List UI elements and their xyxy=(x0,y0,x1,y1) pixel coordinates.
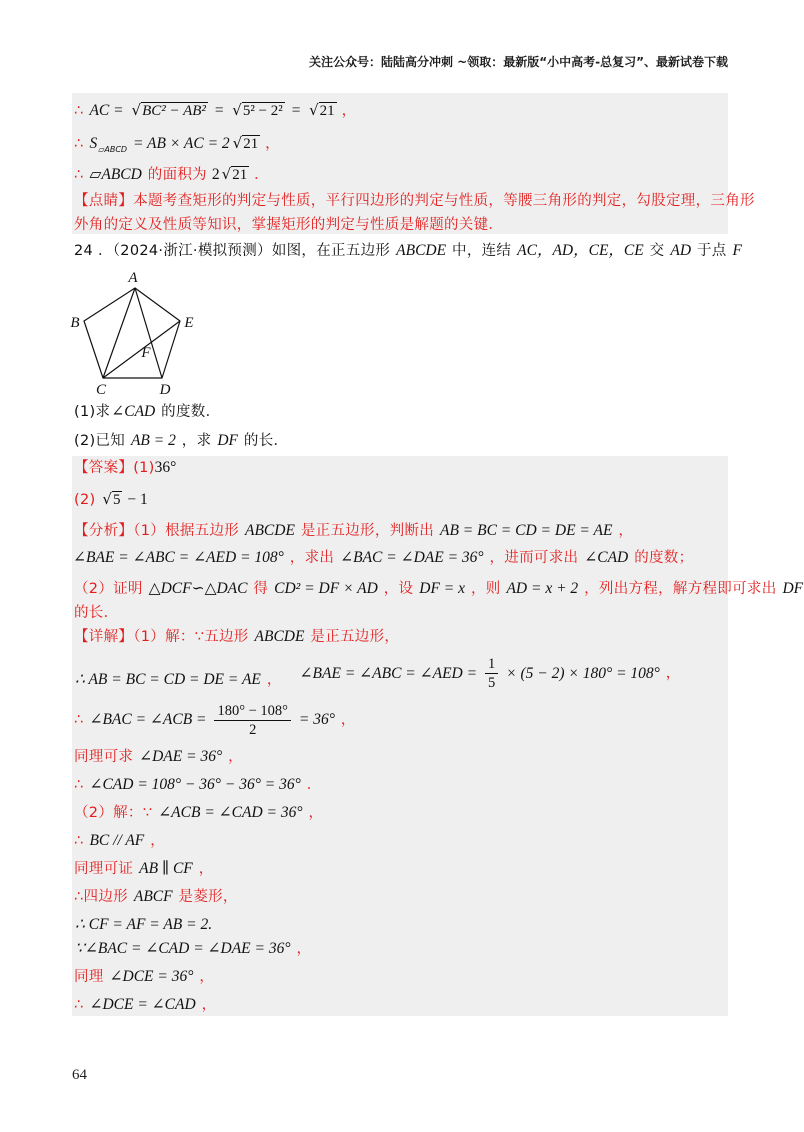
therefore-sign: ∴ xyxy=(74,136,84,152)
punctuation: ， xyxy=(341,103,357,119)
math-expr: ABCDE xyxy=(254,628,305,645)
fraction-denominator: 5 xyxy=(488,675,496,691)
subscript: ▱ABCD xyxy=(98,145,128,154)
math-expr: ∠DCE = ∠CAD xyxy=(89,996,196,1013)
question-part-1 xyxy=(74,400,220,424)
detail-line-6 xyxy=(74,801,323,825)
math-expr: F xyxy=(732,242,742,259)
detail-line-5 xyxy=(74,773,322,797)
text-run: 的度数． xyxy=(161,404,221,420)
math-expr: ABCF xyxy=(133,888,173,905)
punctuation: ， xyxy=(228,749,243,765)
math-expr: S xyxy=(89,135,98,152)
detail-line-1 xyxy=(74,625,399,649)
punctuation: ， xyxy=(201,997,217,1013)
segment-ad xyxy=(135,288,162,378)
text-run: ，进而可求出 xyxy=(489,550,579,566)
math-expr: ∠ACB = ∠CAD = 36° xyxy=(158,804,303,821)
math-expr: ∠DCE = 36° xyxy=(109,968,194,985)
math-expr: ∠CAD xyxy=(111,403,156,420)
text-run: （2）证明 xyxy=(74,581,143,597)
punctuation: ． xyxy=(306,777,322,793)
detail-line-4 xyxy=(74,745,243,769)
text-run: （2）解：∵ xyxy=(74,805,153,821)
math-expr: ABCDE xyxy=(396,242,447,259)
sqrt-sign: √ xyxy=(221,165,232,183)
therefore-sign: ∴ xyxy=(74,777,84,793)
prev-solution-line-2 xyxy=(74,131,280,155)
text-run: 的长． xyxy=(243,433,289,449)
math-expr: = xyxy=(213,102,225,119)
math-expr: ∠BAE = ∠ABC = ∠AED = 108° xyxy=(73,549,284,566)
text-run: ，列出方程，解方程即可求出 xyxy=(584,581,777,597)
detail-line-7 xyxy=(74,829,165,853)
detail-line-9 xyxy=(74,885,238,909)
text-run: 同理 xyxy=(74,969,104,985)
therefore-sign: ∴ xyxy=(74,712,84,728)
math-expr: ABCDE xyxy=(245,522,295,539)
text-run: 是正五边形，判断出 xyxy=(300,523,435,539)
math-number: 36° xyxy=(154,459,177,476)
answer-line-1 xyxy=(74,456,176,480)
page-number: 64 xyxy=(72,1067,87,1083)
math-expr: AD xyxy=(670,242,692,259)
text-run: 【分析】（1）根据五边形 xyxy=(74,523,240,539)
punctuation: ， xyxy=(296,941,312,957)
sqrt-sign: √ xyxy=(131,101,142,119)
math-expr: AB = 2 xyxy=(130,432,176,449)
math-expr: AB = BC = CD = DE = AE xyxy=(439,522,613,539)
text-run: ，求 xyxy=(181,433,212,449)
therefore-sign: ∴ xyxy=(74,833,84,849)
detail-line-3 xyxy=(74,702,356,738)
math-expr: × (5 − 2) × 180° = 108° xyxy=(506,664,660,682)
therefore-sign: ∴ xyxy=(74,167,84,183)
math-expr: CD² = DF × AD xyxy=(274,580,378,597)
analysis-line-1 xyxy=(74,519,633,543)
math-expr: = xyxy=(290,102,302,119)
math-expr: AD = x + 2 xyxy=(506,580,579,597)
text-run: 是正五边形， xyxy=(310,629,400,645)
prev-solution-line-3 xyxy=(74,162,269,186)
punctuation: ， xyxy=(665,665,681,682)
math-expr: = AB × AC = 2 xyxy=(132,135,230,152)
text-run: (1)求 xyxy=(74,404,111,420)
radicand: 5 xyxy=(112,492,121,508)
punctuation: ， xyxy=(266,671,282,688)
text-run: ，设 xyxy=(383,581,414,597)
sqrt-sign: √ xyxy=(309,101,319,119)
detail-line-10 xyxy=(74,913,213,937)
question-part-2 xyxy=(74,429,288,453)
therefore-sign: ∴ xyxy=(74,103,84,119)
radicand: BC² − AB² xyxy=(142,103,206,119)
analysis-line-4: 的长． xyxy=(74,605,119,621)
math-expr: ∠DAE = 36° xyxy=(139,748,223,765)
vertex-label-e: E xyxy=(184,315,194,331)
text-run: 交 xyxy=(649,243,665,259)
sqrt-sign: √ xyxy=(232,134,243,152)
detail-line-2 xyxy=(74,656,681,690)
text-run: ，求出 xyxy=(289,550,335,566)
text-run: 于点 xyxy=(696,243,727,259)
vertex-label-a: A xyxy=(128,270,138,286)
detail-line-11 xyxy=(74,937,311,961)
analysis-line-2 xyxy=(72,546,693,570)
math-expr: AC，AD，CE，CE xyxy=(517,242,644,259)
dianjing-line-2: 外角的定义及性质等知识，掌握矩形的判定与性质是解题的关键． xyxy=(74,217,504,233)
analysis-line-3 xyxy=(74,577,804,601)
question-stem xyxy=(74,239,743,263)
prev-solution-line-1 xyxy=(74,98,356,122)
math-expr: AB ∥ CF xyxy=(139,860,193,877)
radicand: 21 xyxy=(243,136,259,152)
answer-tag: 【答案】(1) xyxy=(74,460,155,476)
math-expr: AC = xyxy=(89,102,124,119)
pentagon-figure xyxy=(66,266,206,398)
math-expr: ∠BAC = ∠DAE = 36° xyxy=(340,549,484,566)
fraction-denominator: 2 xyxy=(249,721,257,738)
math-expr: △DCF∽△DAC xyxy=(148,580,248,597)
text-run: 24 ．（2024·浙江·模拟预测）如图，在正五边形 xyxy=(74,243,391,259)
text-run: 同理可求 xyxy=(74,749,134,765)
punctuation: ． xyxy=(254,167,269,183)
math-expr: ∠CAD xyxy=(584,549,629,566)
math-expr: ∵∠BAC = ∠CAD = ∠DAE = 36° xyxy=(75,940,291,957)
radicand: 21 xyxy=(232,167,248,183)
point-label-f: F xyxy=(141,345,151,361)
math-expr: DF xyxy=(782,580,804,597)
detail-line-13 xyxy=(74,993,216,1017)
radicand: 21 xyxy=(319,103,335,119)
math-expr: ∴ AB = BC = CD = DE = AE xyxy=(75,670,261,688)
math-number: − 1 xyxy=(127,491,148,508)
text-run: 是菱形， xyxy=(178,889,238,905)
fraction xyxy=(485,656,498,691)
punctuation: ， xyxy=(199,969,215,985)
text-run: ∴四边形 xyxy=(74,889,128,905)
radicand: 5² − 2² xyxy=(242,103,283,119)
pentagon-outline xyxy=(84,288,180,378)
answer-line-2 xyxy=(74,487,148,511)
detail-line-8 xyxy=(74,857,214,881)
math-expr: ▱ABCD xyxy=(89,166,142,183)
math-expr: = 36° xyxy=(298,711,335,728)
math-expr: BC // AF xyxy=(89,832,145,849)
sqrt-sign: √ xyxy=(102,490,112,508)
text-run: 【详解】（1）解：∵五边形 xyxy=(74,629,249,645)
math-expr: DF xyxy=(217,432,238,449)
segment-ac xyxy=(103,288,135,378)
punctuation: ， xyxy=(340,712,356,728)
math-expr: ∴ CF = AF = AB = 2. xyxy=(75,916,213,933)
text-run: ，则 xyxy=(470,581,501,597)
text-run: 得 xyxy=(253,581,269,597)
fraction-numerator: 1 xyxy=(485,656,498,674)
detail-line-12 xyxy=(74,965,214,989)
text-run: 同理可证 xyxy=(74,861,134,877)
fraction xyxy=(214,703,291,738)
fraction-numerator: 180° − 108° xyxy=(214,703,291,721)
sqrt-sign: √ xyxy=(232,101,242,119)
therefore-sign: ∴ xyxy=(74,997,84,1013)
math-expr: DF = x xyxy=(419,580,466,597)
math-expr: ∠BAE = ∠ABC = ∠AED = xyxy=(299,664,478,682)
text-run: 的面积为 xyxy=(147,167,207,183)
punctuation: ， xyxy=(618,523,634,539)
vertex-label-b: B xyxy=(70,315,80,331)
vertex-label-d: D xyxy=(159,382,171,398)
text-run: 的度数； xyxy=(634,550,694,566)
text-run: (2) xyxy=(74,492,96,508)
vertex-label-c: C xyxy=(95,382,107,398)
page-header-promo: 关注公众号：陆陆高分冲刺 ~领取：最新版“小中高考-总复习”、最新试卷下载 xyxy=(309,55,728,69)
punctuation: ， xyxy=(308,805,324,821)
math-number: 2 xyxy=(211,166,220,183)
math-expr: ∠BAC = ∠ACB = xyxy=(89,711,207,728)
punctuation: ， xyxy=(265,136,280,152)
dianjing-line-1: 【点睛】本题考查矩形的判定与性质，平行四边形的判定与性质，等腰三角形的判定，勾股定理，三角形 xyxy=(74,193,755,209)
text-run: 中，连结 xyxy=(452,243,512,259)
math-expr: ∠CAD = 108° − 36° − 36° = 36° xyxy=(89,776,301,793)
punctuation: ， xyxy=(150,833,166,849)
punctuation: ， xyxy=(198,861,214,877)
text-run: (2)已知 xyxy=(74,433,126,449)
